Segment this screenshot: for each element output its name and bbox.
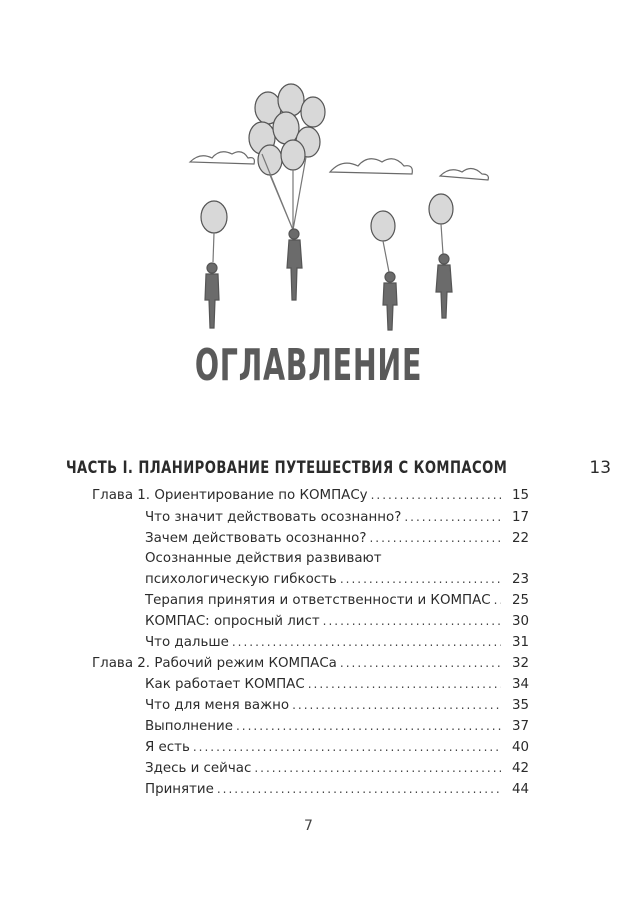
- toc-section[interactable]: [145, 593, 529, 608]
- toc-part-1[interactable]: [66, 458, 612, 478]
- page-ref: 31: [511, 635, 529, 650]
- entry-label: психологическую гибкость: [145, 572, 337, 587]
- page-ref: 22: [511, 531, 529, 546]
- toc-section[interactable]: [145, 719, 529, 734]
- entry-label: Что для меня важно: [145, 698, 290, 713]
- page-ref: 15: [511, 488, 529, 503]
- entry-label: Принятие: [145, 782, 214, 797]
- page-ref: 34: [511, 677, 529, 692]
- entry-label: Зачем действовать осознанно?: [145, 531, 367, 546]
- entry-label: Что значит действовать осознанно?: [145, 510, 402, 525]
- part-title: ЧАСТЬ I. ПЛАНИРОВАНИЕ ПУТЕШЕСТВИЯ С КОМПАСОМ: [66, 458, 508, 478]
- entry-label: Глава 1. Ориентирование по КОМПАСу: [92, 488, 368, 503]
- leader-dots: [340, 656, 501, 670]
- page-ref: 30: [511, 614, 529, 629]
- entry-label: Глава 2. Рабочий режим КОМПАСа: [92, 656, 337, 671]
- leader-dots: [254, 761, 501, 775]
- toc-section[interactable]: [145, 531, 529, 546]
- leader-dots: [217, 782, 501, 796]
- page-ref: 44: [511, 782, 529, 797]
- toc-section[interactable]: [145, 782, 529, 797]
- page-ref: 32: [511, 656, 529, 671]
- entry-label: Выполнение: [145, 719, 233, 734]
- toc-section[interactable]: [145, 698, 529, 713]
- page-ref: 40: [511, 740, 529, 755]
- toc-chapter-2[interactable]: [92, 656, 529, 671]
- entry-label: Что дальше: [145, 635, 229, 650]
- toc-heading: ОГЛАВЛЕНИЕ: [194, 340, 423, 391]
- leader-dots: [323, 614, 501, 628]
- entry-label: Как работает КОМПАС: [145, 677, 305, 692]
- page-number: 7: [304, 818, 313, 834]
- leader-dots: [232, 635, 501, 649]
- leader-dots: [371, 488, 501, 502]
- page-ref: 23: [511, 572, 529, 587]
- toc-section-line: Осознанные действия развивают: [145, 551, 382, 566]
- toc-chapter-1[interactable]: [92, 488, 529, 503]
- leader-dots: [193, 740, 501, 754]
- toc-section[interactable]: [145, 572, 529, 587]
- entry-label: Я есть: [145, 740, 190, 755]
- leader-dots: [404, 510, 501, 524]
- leader-dots: [340, 572, 501, 586]
- leader-dots: [236, 719, 501, 733]
- toc-section[interactable]: [145, 510, 529, 525]
- page-ref: 37: [511, 719, 529, 734]
- page-ref: 17: [511, 510, 529, 525]
- toc-section[interactable]: [145, 740, 529, 755]
- toc-section[interactable]: [145, 677, 529, 692]
- toc-section[interactable]: [145, 614, 529, 629]
- page-ref: 25: [511, 593, 529, 608]
- leader-dots: [494, 593, 501, 607]
- toc-section[interactable]: [145, 761, 529, 776]
- entry-label: КОМПАС: опросный лист: [145, 614, 320, 629]
- page-ref: 35: [511, 698, 529, 713]
- toc-section[interactable]: [145, 635, 529, 650]
- leader-dots: [308, 677, 501, 691]
- page-ref: 42: [511, 761, 529, 776]
- entry-label: Терапия принятия и ответственности и КОМПАС: [145, 593, 491, 608]
- page-ref: 13: [589, 458, 612, 478]
- leader-dots: [292, 698, 501, 712]
- leader-dots: [369, 531, 501, 545]
- entry-label: Здесь и сейчас: [145, 761, 252, 776]
